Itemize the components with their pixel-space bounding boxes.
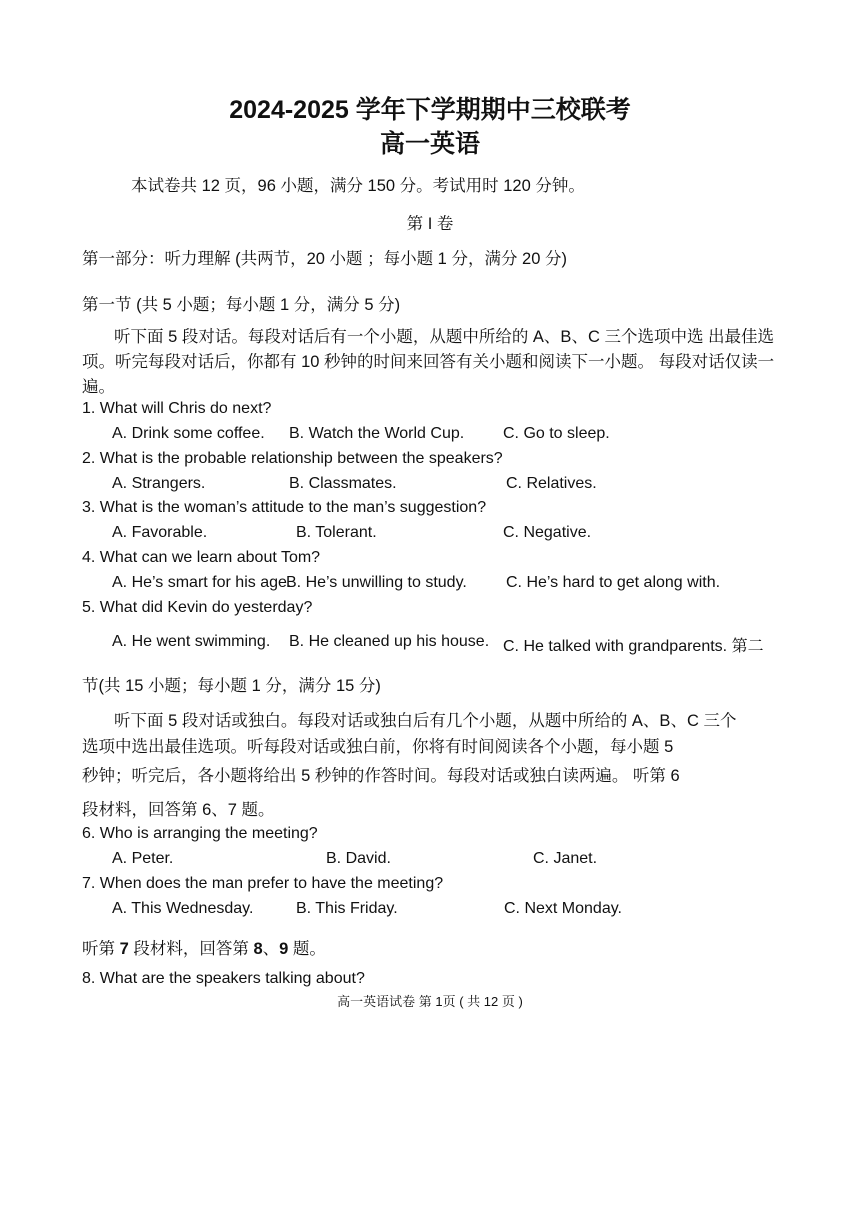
question-stem: 8. What are the speakers talking about? [82, 970, 365, 987]
option-c: C. He talked with grandparents. 第二 [503, 638, 764, 655]
option-c: C. Relatives. [506, 475, 597, 492]
question-stem: 6. Who is arranging the meeting? [82, 825, 318, 842]
page-footer: 高一英语试卷 第 1页 ( 共 12 页 ) [337, 994, 523, 1009]
section2-instructions-line: 选项中选出最佳选项。听每段对话或独白前，你将有时间阅读各个小题，每小题 5 [82, 738, 674, 756]
option-b: B. David. [326, 850, 391, 867]
option-c: C. Janet. [533, 850, 598, 867]
option-a: A. Peter. [112, 850, 174, 867]
section1-instructions: 听下面 5 段对话。每段对话后有一个小题，从题中所给的 A、B、C 三个选项中选 出最佳选项。听完每段对话后，你都有 10 秒钟的时间来回答有关小题和阅读下一小题。 每段对话仅读一遍。 [82, 328, 775, 396]
section2-heading: 节(共 15 小题；每小题 1 分，满分 15 分) [82, 677, 381, 695]
option-a: A. Favorable. [112, 524, 208, 541]
option-a: A. Strangers. [112, 475, 206, 492]
option-b: B. Watch the World Cup. [289, 425, 465, 442]
option-b: B. He cleaned up his house. [289, 633, 490, 650]
section1-heading: 第一节 (共 5 小题；每小题 1 分，满分 5 分) [82, 296, 401, 314]
question-stem: 1. What will Chris do next? [82, 400, 272, 417]
question-stem: 5. What did Kevin do yesterday? [82, 599, 313, 616]
section2-instructions-line: 秒钟；听完后，各小题将给出 5 秒钟的作答时间。每段对话或独白读两遍。 听第 6 [82, 767, 680, 785]
material-7-heading: 听第 7 段材料，回答第 8、9 题。 [82, 940, 326, 958]
exam-info: 本试卷共 12 页，96 小题，满分 150 分。考试用时 120 分钟。 [131, 177, 585, 195]
option-a: A. He’s smart for his age. [112, 574, 292, 591]
option-b: B. Classmates. [289, 475, 397, 492]
option-c: C. Go to sleep. [503, 425, 610, 442]
option-a: A. This Wednesday. [112, 900, 254, 917]
option-b: B. This Friday. [296, 900, 398, 917]
option-b: B. Tolerant. [296, 524, 377, 541]
option-c: C. Negative. [503, 524, 592, 541]
volume-label: 第 I 卷 [406, 215, 454, 233]
section2-instructions-line: 段材料，回答第 6、7 题。 [82, 801, 275, 819]
option-c: C. Next Monday. [504, 900, 622, 917]
question-stem: 7. When does the man prefer to have the meeting? [82, 875, 444, 892]
question-stem: 4. What can we learn about Tom? [82, 549, 321, 566]
option-a: A. Drink some coffee. [112, 425, 265, 442]
question-stem: 2. What is the probable relationship between the speakers? [82, 450, 503, 467]
option-c: C. He’s hard to get along with. [506, 574, 721, 591]
option-a: A. He went swimming. [112, 633, 271, 650]
subject-title: 高一英语 [379, 130, 480, 158]
option-b: B. He’s unwilling to study. [286, 574, 467, 591]
section2-instructions-line: 听下面 5 段对话或独白。每段对话或独白后有几个小题，从题中所给的 A、B、C 三个 [114, 712, 737, 730]
question-stem: 3. What is the woman’s attitude to the man’s suggestion? [82, 499, 487, 516]
exam-title: 2024-2025 学年下学期期中三校联考 [229, 96, 631, 124]
part1-heading: 第一部分：听力理解 (共两节，20 小题 ；每小题 1 分，满分 20 分) [82, 250, 567, 268]
